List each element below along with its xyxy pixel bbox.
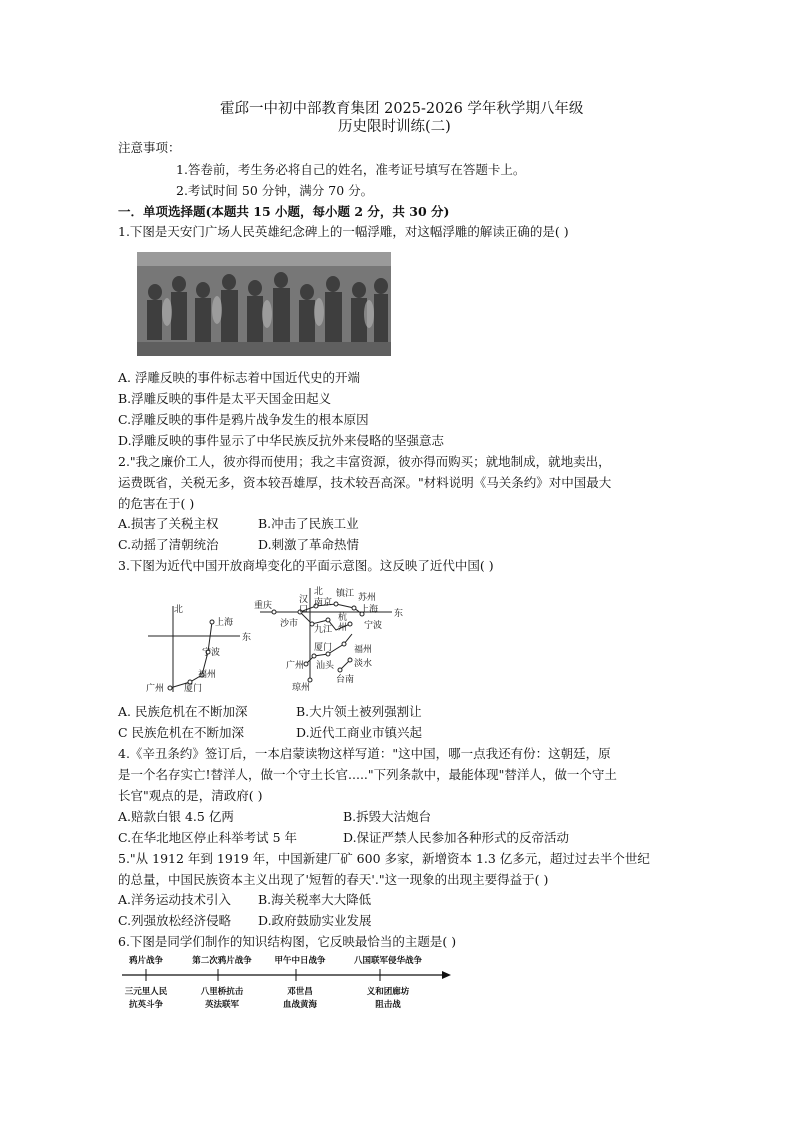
notes-item: 1.答卷前，考生务必将自己的姓名，准考证号填写在答题卡上。 [176,162,526,177]
timeline-resistance: 邓世昌 [287,987,313,997]
timeline-resistance: 三元里人民 [124,987,168,997]
city-label: 杭 [338,613,348,623]
page-title-line2: 历史限时训练(二) [338,119,451,135]
map-east-label: 东 [394,609,404,619]
timeline-event: 八国联军侵华战争 [353,956,423,966]
city-label: 福州 [354,645,373,655]
timeline-resistance: 英法联军 [204,1000,240,1010]
timeline-resistance: 义和团廊坊 [366,987,410,997]
timeline-event: 甲午中日战争 [274,956,326,966]
knowledge-timeline [118,950,458,1020]
notes-heading: 注意事项： [118,140,181,155]
option-d: D.近代工商业市镇兴起 [296,725,423,740]
question-stem: 的危害在于( ) [118,496,195,511]
question-stem: 运费既省，关税无多，资本较吾雄厚，技术较吾高深。"材料说明《马关条约》对中国最大 [118,475,612,490]
option-d: D.保证严禁人民参加各种形式的反帝活动 [343,830,570,845]
option-b: B.大片领土被列强割让 [296,704,422,719]
map-north-label: 北 [314,587,324,597]
option-a: A.赔款白银 4.5 亿两 [118,809,234,824]
city-label: 南京 [314,598,333,608]
city-label: 汕头 [316,661,335,671]
city-label: 口 [299,605,309,615]
city-label: 镇江 [336,589,355,599]
city-label: 九江 [314,625,333,635]
option-a: A. 浮雕反映的事件标志着中国近代史的开端 [118,370,360,385]
timeline-resistance: 阻击战 [375,1000,401,1010]
question-stem: 3.下图为近代中国开放商埠变化的平面示意图。这反映了近代中国( ) [118,558,494,573]
question-stem: 6.下图是同学们制作的知识结构图，它反映最恰当的主题是( ) [118,934,457,949]
question-stem: 的总量，中国民族资本主义出现了'短暂的春天'."这一现象的出现主要得益于( ) [118,872,549,887]
timeline-resistance: 抗英斗争 [128,1000,164,1010]
city-label: 汉 [299,595,309,605]
city-label: 厦门 [314,643,333,653]
map-east-label: 东 [242,633,252,643]
city-label: 福州 [198,670,217,680]
notes-item: 2.考试时间 50 分钟，满分 70 分。 [176,183,374,198]
option-d: D.政府鼓励实业发展 [258,913,372,928]
city-label: 上海 [360,605,379,615]
question-stem: 1.下图是天安门广场人民英雄纪念碑上的一幅浮雕，对这幅浮雕的解读正确的是( ) [118,224,569,239]
option-b: B.海关税率大大降低 [258,892,372,907]
option-c: C.在华北地区停止科举考试 5 年 [118,830,297,845]
timeline-event: 鸦片战争 [128,956,164,966]
option-a: A.损害了关税主权 [118,516,219,531]
map-north-label: 北 [174,605,184,615]
treaty-ports-map-1 [140,600,265,696]
question-stem: 长官"观点的是，清政府( ) [118,788,263,803]
question-stem: 2."我之廉价工人，彼亦得而使用；我之丰富资源，彼亦得而购买；就地制成，就地卖出， [118,454,611,469]
question-stem: 是一个名存实亡!替洋人，做一个守土长官....."下列条款中，最能体现"替洋人，做一个守土 [118,767,617,782]
city-label: 沙市 [280,619,299,629]
timeline-resistance: 血战黄海 [282,1000,318,1010]
page-title-line1: 霍邱一中初中部教育集团 2025-2026 学年秋学期八年级 [220,101,584,117]
city-label: 上海 [215,618,234,628]
option-d: D.浮雕反映的事件显示了中华民族反抗外来侵略的坚强意志 [118,433,445,448]
city-label: 苏州 [358,593,377,603]
option-b: B.拆毁大沽炮台 [343,809,432,824]
city-label: 广州 [286,661,305,671]
city-label: 宁波 [202,648,221,658]
city-label: 琼州 [292,683,311,692]
city-label: 广州 [146,684,165,694]
question-stem: 4.《辛丑条约》签订后，一本启蒙读物这样写道："这中国，哪一点我还有份：这朝廷，原 [118,746,611,761]
option-b: B.冲击了民族工业 [258,516,359,531]
city-label: 厦门 [184,684,203,694]
timeline-event: 第二次鸦片战争 [192,956,252,966]
relief-sculpture-image [137,252,391,356]
treaty-ports-map-2 [252,584,412,692]
option-c: C.浮雕反映的事件是鸦片战争发生的根本原因 [118,412,369,427]
city-label: 州 [338,623,348,633]
option-c: C.列强放松经济侵略 [118,913,232,928]
option-a: A. 民族危机在不断加深 [118,704,248,719]
option-c: C 民族危机在不断加深 [118,725,245,740]
option-a: A.洋务运动技术引入 [118,892,232,907]
option-b: B.浮雕反映的事件是太平天国金田起义 [118,391,332,406]
city-label: 重庆 [254,601,273,611]
city-label: 台南 [336,675,355,685]
city-label: 宁波 [364,621,383,631]
city-label: 淡水 [354,659,373,669]
option-d: D.刺激了革命热情 [258,537,360,552]
timeline-resistance: 八里桥抗击 [200,987,244,997]
question-stem: 5."从 1912 年到 1919 年，中国新建厂矿 600 多家，新增资本 1.3 亿多元，超过过去半个世纪 [118,851,650,866]
option-c: C.动摇了清朝统治 [118,537,219,552]
section-heading: 一．单项选择题(本题共 15 小题，每小题 2 分，共 30 分) [118,204,450,219]
